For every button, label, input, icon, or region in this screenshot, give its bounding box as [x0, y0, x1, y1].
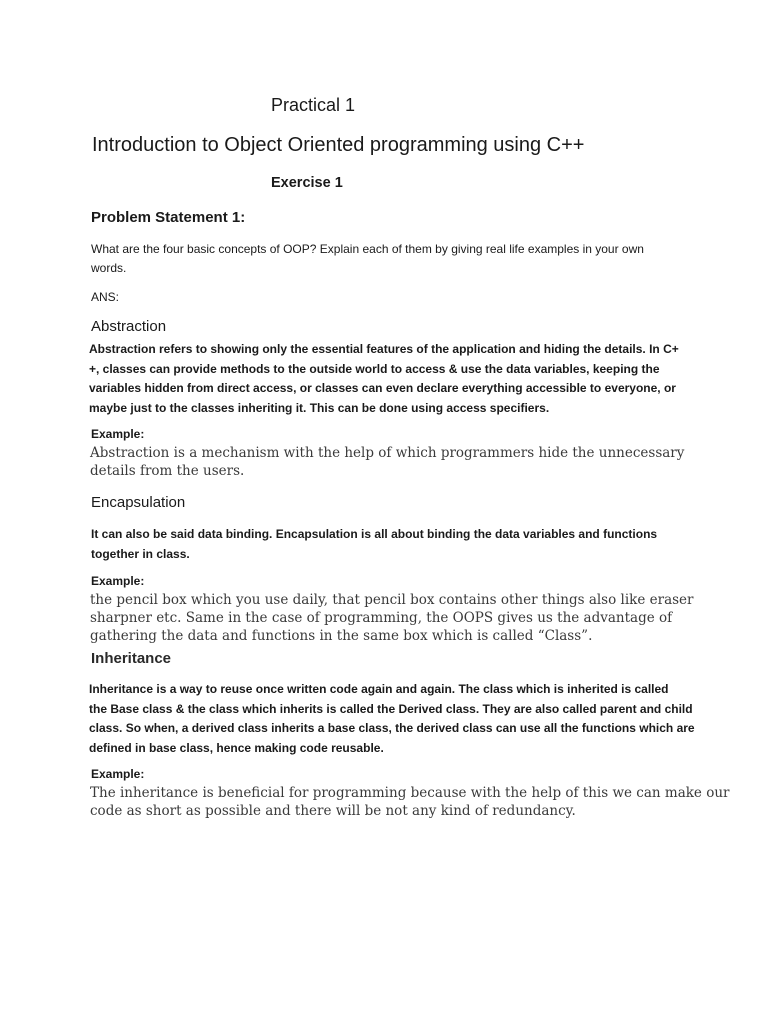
example-text-abstraction — [90, 444, 690, 480]
example-line: gathering the data and functions in the same box which is called “Class”. — [90, 628, 593, 644]
section-body-abstraction — [89, 340, 684, 418]
ans-label: ANS: — [91, 290, 120, 304]
body-line: defined in base class, hence making code reusable. — [89, 740, 384, 755]
example-label-encapsulation: Example: — [91, 574, 145, 588]
body-line: class. So when, a derived class inherits a base class, the derived class can use all the functions which are — [89, 721, 695, 735]
section-heading-inheritance: Inheritance — [91, 650, 172, 667]
body-line: the Base class & the class which inherits is called the Derived class. They are also called parent and child — [89, 701, 693, 716]
section-heading-encapsulation: Encapsulation — [91, 494, 186, 511]
body-line: Abstraction refers to showing only the essential features of the application and hiding the details. In C+ — [89, 342, 679, 356]
exercise-title: Exercise 1 — [271, 175, 343, 191]
body-line: It can also be said data binding. Encapsulation is all about binding the data variables and functions — [91, 527, 658, 541]
body-line: Inheritance is a way to reuse once written code again and again. The class which is inherited is called — [89, 682, 669, 696]
body-line: maybe just to the classes inheriting it. This can be done using access specifiers. — [89, 400, 550, 415]
example-text-inheritance — [90, 784, 730, 820]
example-text-encapsulation — [90, 591, 694, 645]
example-line: code as short as possible and there will be not any kind of redundancy. — [90, 803, 576, 819]
example-line: the pencil box which you use daily, that pencil box contains other things also like eraser — [90, 592, 694, 608]
section-body-encapsulation — [91, 525, 686, 564]
main-title: Introduction to Object Oriented programming using C++ — [92, 134, 585, 156]
example-line: Abstraction is a mechanism with the help of which programmers hide the unnecessary — [90, 445, 685, 461]
question-text — [91, 240, 681, 278]
example-line: details from the users. — [90, 463, 245, 479]
example-line: sharpner etc. Same in the case of programming, the OOPS gives us the advantage of — [90, 610, 673, 626]
body-line: together in class. — [91, 546, 190, 561]
body-line: variables hidden from direct access, or classes can even declare everything accessible to everyone, or — [89, 381, 676, 395]
example-label-inheritance: Example: — [91, 767, 145, 781]
section-body-inheritance — [89, 680, 695, 758]
question-line: words. — [91, 261, 127, 275]
body-line: +, classes can provide methods to the outside world to access & use the data variables, keeping the — [89, 361, 660, 376]
problem-heading: Problem Statement 1: — [91, 209, 246, 226]
example-line: The inheritance is beneficial for programming because with the help of this we can make our — [90, 785, 730, 801]
question-line: What are the four basic concepts of OOP? Explain each of them by giving real life examples in your own — [91, 242, 644, 256]
example-label-abstraction: Example: — [91, 427, 145, 441]
practical-title: Practical 1 — [271, 95, 356, 115]
section-heading-abstraction: Abstraction — [91, 318, 167, 335]
